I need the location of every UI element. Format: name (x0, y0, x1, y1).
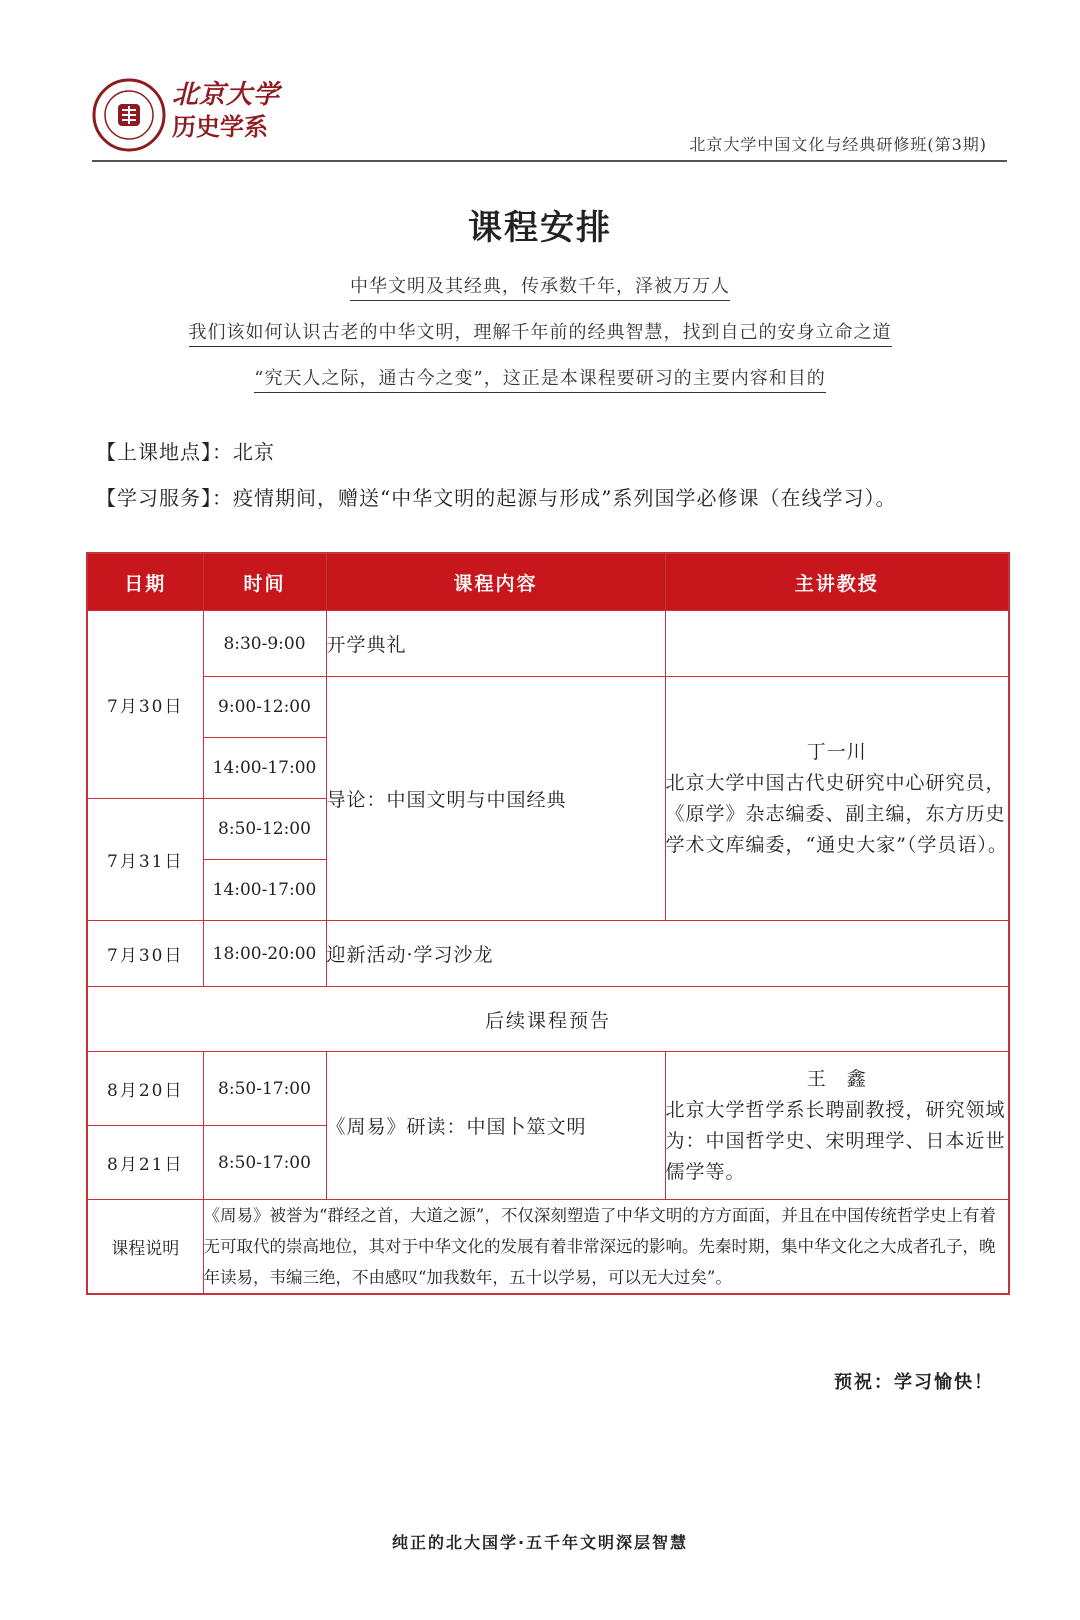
location-info: 【上课地点】：北京 (96, 440, 275, 464)
slogan-line-3: “究天人之际，通古今之变”，这正是本课程要研习的主要内容和目的 (0, 364, 1080, 390)
professor-cell (665, 677, 1009, 921)
course-description: 《周易》被誉为“群经之首，大道之源”，不仅深刻塑造了中华文明的方方面面，并且在中国传统哲学史上有着无可取代的崇高地位，其对于中华文化的发展有着非常深远的影响。先秦时期，集中华文化之大成者孔子，晚年读易，韦编三绝，不由感叹“加我数年，五十以学易，可以无大过矣”。 (203, 1200, 1009, 1295)
program-name: 北京大学中国文化与经典研修班(第3期) (689, 135, 987, 154)
table-row (87, 677, 1009, 738)
date-cell: 7月31日 (87, 799, 203, 921)
date-cell: 8月21日 (87, 1126, 203, 1200)
time-cell: 8:30-9:00 (203, 611, 326, 677)
time-cell: 18:00-20:00 (203, 921, 326, 987)
page-title: 课程安排 (468, 208, 612, 248)
footer-tagline: 纯正的北大国学·五千年文明深层智慧 (391, 1533, 689, 1552)
service-info: 【学习服务】：疫情期间，赠送“中华文明的起源与形成”系列国学必修课（在线学习）。 (96, 486, 897, 510)
time-cell: 14:00-17:00 (203, 860, 326, 921)
department-seal-icon (92, 78, 166, 152)
date-cell: 8月20日 (87, 1052, 203, 1126)
time-cell: 8:50-17:00 (203, 1126, 326, 1200)
table-row (87, 611, 1009, 677)
date-cell: 7月30日 (87, 611, 203, 799)
slogan-line-1: 中华文明及其经典，传承数千年，泽被万万人 (0, 272, 1080, 298)
header-date: 日期 (87, 553, 203, 611)
header-divider (92, 160, 1007, 162)
table-row (87, 1200, 1009, 1295)
professor-bio: 北京大学哲学系长聘副教授，研究领域为：中国哲学史、宋明理学、日本近世儒学等。 (665, 1098, 1006, 1183)
professor-cell (665, 1052, 1009, 1200)
professor-name: 丁一川 (806, 740, 867, 763)
course-cell: 导论：中国文明与中国经典 (326, 677, 665, 921)
upcoming-notice: 后续课程预告 (87, 987, 1009, 1052)
course-description-label: 课程说明 (87, 1200, 203, 1295)
header-time: 时间 (203, 553, 326, 611)
course-cell: 《周易》研读：中国卜筮文明 (326, 1052, 665, 1200)
date-cell: 7月30日 (87, 921, 203, 987)
closing-wish: 预祝：学习愉快！ (834, 1372, 994, 1393)
professor-bio: 北京大学中国古代史研究中心研究员，《原学》杂志编委、副主编，东方历史学术文库编委，“通史大家”（学员语）。 (665, 771, 1008, 856)
time-cell: 8:50-17:00 (203, 1052, 326, 1126)
header-course: 课程内容 (326, 553, 665, 611)
slogan-line-2: 我们该如何认识古老的中华文明，理解千年前的经典智慧，找到自己的安身立命之道 (0, 318, 1080, 344)
header-professor: 主讲教授 (665, 553, 1009, 611)
document-header (92, 70, 1007, 162)
department-logo-text (172, 80, 280, 142)
course-cell: 开学典礼 (326, 611, 665, 677)
time-cell: 14:00-17:00 (203, 738, 326, 799)
time-cell: 8:50-12:00 (203, 799, 326, 860)
time-cell: 9:00-12:00 (203, 677, 326, 738)
table-row (87, 1052, 1009, 1126)
table-row (87, 921, 1009, 987)
logo-department-name: 历史学系 (172, 113, 268, 141)
professor-name: 王 鑫 (806, 1067, 867, 1090)
logo-university-name: 北京大学 (172, 80, 281, 110)
table-row (87, 987, 1009, 1052)
professor-cell-empty (665, 611, 1009, 677)
table-header-row (87, 553, 1009, 611)
course-cell: 迎新活动·学习沙龙 (326, 921, 1009, 987)
schedule-table (86, 552, 1010, 1295)
